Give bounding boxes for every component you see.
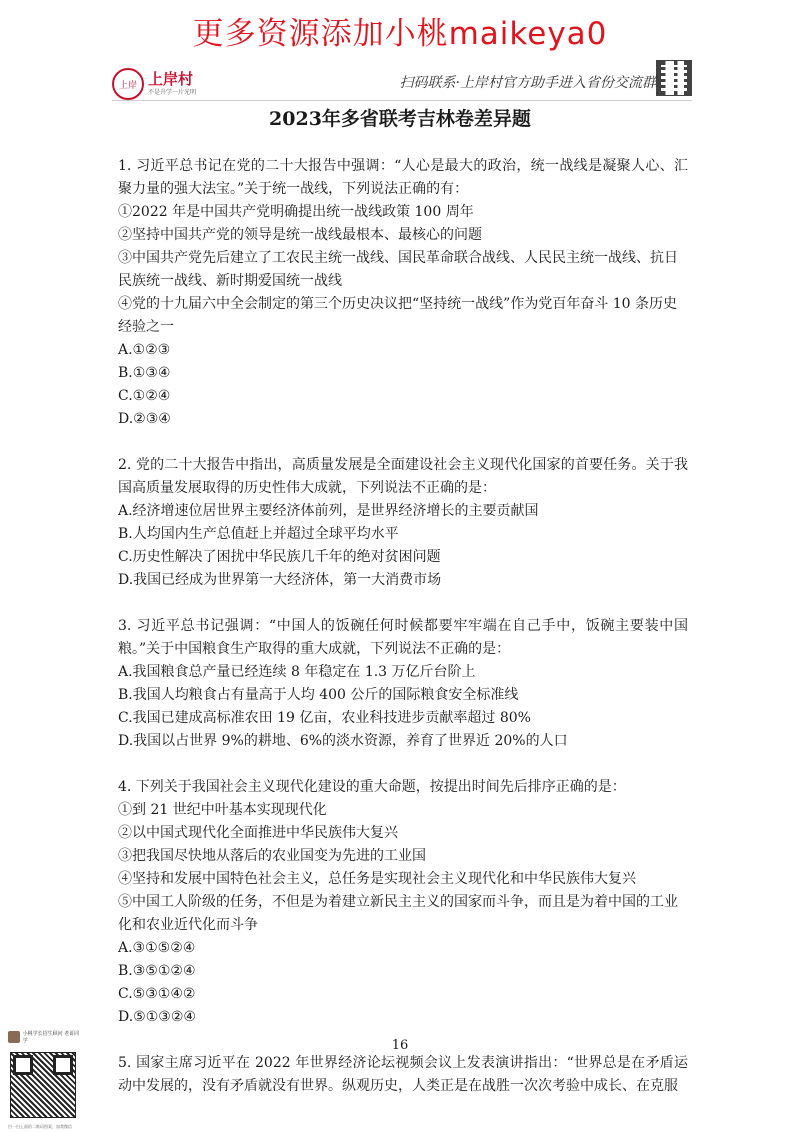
option-b: B.我国人均粮食占有量高于人均 400 公斤的国际粮食安全标准线	[118, 687, 519, 703]
option-a: A.经济增速位居世界主要经济体前列，是世界经济增长的主要贡献国	[118, 503, 539, 519]
statement: ②以中国式现代化全面推进中华民族伟大复兴	[118, 825, 398, 841]
page-number: 16	[391, 1038, 409, 1053]
question-2	[118, 454, 688, 592]
logo-badge-icon: 上岸	[112, 68, 144, 100]
question-stem: 2. 党的二十大报告中指出，高质量发展是全面建设社会主义现代化国家的首要任务。关于我国高质量发展取得的历史性伟大成就，下列说法不正确的是：	[118, 457, 688, 496]
option-a: A.我国粮食总产量已经连续 8 年稳定在 1.3 万亿斤台阶上	[118, 664, 476, 680]
page-title: 2023年多省联考吉林卷差异题	[269, 108, 531, 130]
option-a: A.③①⑤②④	[118, 940, 196, 956]
avatar	[8, 1031, 20, 1043]
contact-note: 扫码联系·上岸村官方助手进入省份交流群	[399, 75, 656, 91]
option-b: B.①③④	[118, 365, 171, 381]
option-a: A.①②③	[118, 342, 171, 358]
statement: ⑤中国工人阶级的任务，不但是为着建立新民主主义的国家而斗争，而且是为着中国的工业化和农业近代化而斗争	[118, 894, 678, 933]
statement: ④党的十九届六中全会制定的第三个历史决议把“坚持统一战线”作为党百年奋斗 10 条历史经验之一	[118, 296, 678, 335]
option-d: D.⑤①③②④	[118, 1009, 196, 1025]
logo-name: 上岸村	[148, 70, 194, 88]
statement: ③中国共产党先后建立了工农民主统一战线、国民革命联合战线、人民民主统一战线、抗日民族统一战线、新时期爱国统一战线	[118, 250, 678, 289]
question-4	[118, 776, 688, 1029]
option-d: D.我国已经成为世界第一大经济体，第一大消费市场	[118, 572, 442, 588]
option-d: D.我国以占世界 9%的耕地、6%的淡水资源，养育了世界近 20%的人口	[118, 733, 568, 749]
option-d: D.②③④	[118, 411, 171, 427]
wechat-qr-card	[8, 1030, 82, 1130]
statement: ②坚持中国共产党的领导是统一战线最根本、最核心的问题	[118, 227, 482, 243]
question-list	[118, 155, 688, 1121]
statement: ①到 21 世纪中叶基本实现现代化	[118, 802, 327, 818]
question-5	[118, 1052, 688, 1098]
promo-banner: 更多资源添加小桃maikeya0	[192, 16, 608, 52]
brand-logo	[112, 68, 196, 100]
question-stem: 1. 习近平总书记在党的二十大报告中强调：“人心是最大的政治，统一战线是凝聚人心、汇聚力量的强大法宝。”关于统一战线，下列说法正确的有：	[118, 158, 688, 197]
logo-slogan: 不是升学一片光明	[148, 89, 197, 96]
option-c: C.①②④	[118, 388, 171, 404]
question-stem: 3. 习近平总书记强调：“中国人的饭碗任何时候都要牢牢端在自己手中，饭碗主要装中国粮。”关于中国粮食生产取得的重大成就，下列说法不正确的是：	[118, 618, 688, 657]
statement: ③把我国尽快地从落后的农业国变为先进的工业国	[118, 848, 426, 864]
question-stem: 4. 下列关于我国社会主义现代化建设的重大命题，按提出时间先后排序正确的是：	[118, 779, 626, 795]
question-stem: 5. 国家主席习近平在 2022 年世界经济论坛视频会议上发表演讲指出：“世界总是在矛盾运动中发展的，没有矛盾就没有世界。纵观历史，人类正是在战胜一次次考验中成长、在克服	[118, 1055, 688, 1094]
statement: ①2022 年是中国共产党明确提出统一战线政策 100 周年	[118, 204, 474, 220]
option-b: B.人均国内生产总值赶上并超过全球平均水平	[118, 526, 399, 542]
option-b: B.③⑤①②④	[118, 963, 196, 979]
statement: ④坚持和发展中国特色社会主义，总任务是实现社会主义现代化和中华民族伟大复兴	[118, 871, 636, 887]
qr-card-name: 小桃学长招生顾问 老哥同学	[22, 1031, 80, 1044]
header-divider	[112, 100, 692, 101]
option-c: C.⑤③①④②	[118, 986, 196, 1002]
option-c: C.历史性解决了困扰中华民族几千年的绝对贫困问题	[118, 549, 441, 565]
question-1	[118, 155, 688, 431]
qr-code-icon	[656, 60, 692, 96]
question-3	[118, 615, 688, 753]
option-c: C.我国已建成高标准农田 19 亿亩，农业科技进步贡献率超过 80%	[118, 710, 531, 726]
qr-code-icon	[10, 1052, 76, 1118]
qr-card-caption: 扫一扫上面的二维码图案，加我微信	[8, 1124, 72, 1129]
